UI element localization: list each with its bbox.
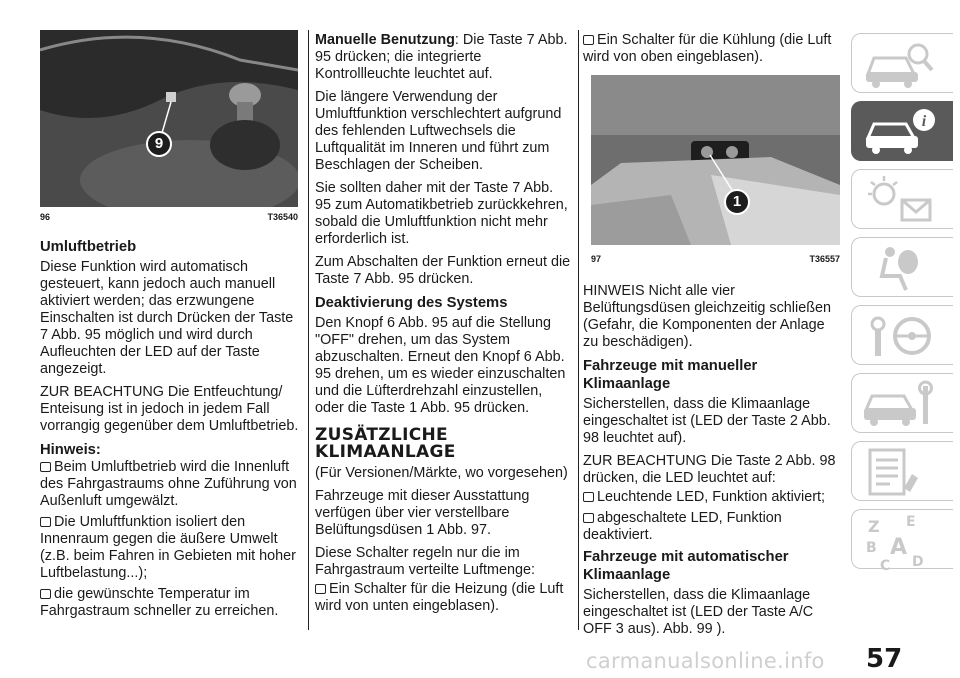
page-number: 57: [866, 644, 903, 674]
bullet-marker: [315, 584, 326, 594]
bullet-item: [40, 586, 300, 620]
svg-text:C: C: [880, 558, 891, 574]
bullet-item: [40, 459, 300, 510]
section-heading: Umluftbetrieb: [40, 239, 137, 255]
bullet-marker: [583, 35, 594, 45]
bullet-marker: [40, 517, 51, 527]
chapter-heading: ZUSÄTZLICHE KLIMAANLAGE: [315, 425, 456, 462]
inline-label: Manuelle Benutzung: [315, 32, 455, 48]
figure-number: 97: [591, 254, 602, 264]
figure-96-photo: [40, 30, 298, 207]
paragraph: [315, 32, 573, 83]
paragraph: Sicherstellen, dass die Klimaanlage eingeschaltet ist (LED der Taste A/C OFF 3 aus). Abb. 99 ).: [583, 587, 814, 637]
column-3-intro: [583, 32, 841, 70]
bullet-item: [40, 514, 300, 582]
column-3-text: [583, 283, 841, 644]
column-divider: [308, 30, 309, 630]
paragraph: Den Knopf 6 Abb. 95 auf die Stellung "OFF" drehen, um das System abzuschalten. Erneut den Knopf 6 Abb. 95 drehen, um es wieder einzuschalten und die Lüfterdrehzahl einzustellen, oder die Taste 1 Abb. 95 drücken.: [315, 315, 566, 416]
car-wrench-icon: [860, 378, 946, 430]
paragraph: Die längere Verwendung der Umluftfunktion verschlechtert aufgrund des fehlenden Luftwechsels die Luftqualität im Inneren und führt zum Beschlagen der Scheiben.: [315, 89, 562, 173]
paragraph: Sicherstellen, dass die Klimaanlage eingeschaltet ist (LED der Taste 2 Abb. 98 leuchtet auf).: [583, 396, 831, 446]
paragraph: Diese Funktion wird automatisch gesteuert, kann jedoch auch manuell aktiviert werden; das erzwungene Einschalten ist durch Drücken der Taste 7 Abb. 95 möglich und wird durch Aufleuchten der LED auf der Taste angezeigt.: [40, 259, 294, 377]
bullet-text: Beim Umluftbetrieb wird die Innenluft des Fahrgastraums ohne Zuführung von Außenluft umgewälzt.: [40, 459, 297, 509]
svg-text:B: B: [866, 540, 877, 556]
warning-lights-icon: [860, 174, 946, 226]
svg-text:E: E: [906, 514, 916, 530]
bullet-marker: [583, 492, 594, 502]
tab-car-wrench[interactable]: [851, 373, 953, 433]
car-search-icon: [860, 38, 946, 90]
tab-car-info[interactable]: [851, 101, 953, 161]
paragraph: Sie sollten daher mit der Taste 7 Abb. 95 zum Automatikbetrieb zurückkehren, sobald die Umluftfunktion nicht mehr erforderlich ist.: [315, 180, 568, 247]
svg-text:A: A: [890, 535, 908, 560]
bullet-item: [583, 489, 841, 506]
alphabet-index-icon: [860, 514, 946, 574]
figure-97-photo: [591, 75, 840, 245]
column-1-text: [40, 238, 300, 624]
paragraph: HINWEIS Nicht alle vier Belüftungsdüsen gleichzeitig schließen (Gefahr, die Komponenten der Anlage zu beschädigen).: [583, 283, 831, 350]
tab-airbag-seat[interactable]: [851, 237, 953, 297]
figure-caption: [591, 254, 840, 264]
checklist-icon: [860, 446, 946, 498]
svg-text:i: i: [921, 113, 927, 130]
bullet-item: [583, 510, 841, 544]
hinweis-label: Hinweis:: [40, 442, 101, 458]
tab-car-search[interactable]: [851, 33, 953, 93]
steering-key-icon: [860, 310, 946, 362]
bullet-item: [315, 581, 573, 615]
paragraph: ZUR BEACHTUNG Die Taste 2 Abb. 98 drücken, die LED leuchtet auf:: [583, 453, 836, 486]
section-heading: Fahrzeuge mit manueller Klimaanlage: [583, 358, 758, 392]
bullet-text: Leuchtende LED, Funktion aktiviert;: [597, 489, 825, 505]
tab-checklist[interactable]: [851, 441, 953, 501]
column-divider: [578, 30, 579, 630]
figure-code: T36540: [267, 212, 298, 222]
bullet-text: Die Umluftfunktion isoliert den Innenraum gegen die äußere Umwelt (z.B. beim Fahren in Gebieten mit hoher Luftbelastung...);: [40, 514, 296, 581]
bullet-text: Ein Schalter für die Kühlung (die Luft wird von oben eingeblasen).: [583, 32, 832, 65]
bullet-text: abgeschaltete LED, Funktion deaktiviert.: [583, 510, 782, 543]
bullet-marker: [40, 462, 51, 472]
watermark: carmanualsonline.info: [586, 649, 825, 673]
svg-text:Z: Z: [868, 517, 880, 536]
tab-alphabet-index[interactable]: [851, 509, 953, 574]
airbag-seat-icon: [860, 242, 946, 294]
tab-steering-key[interactable]: [851, 305, 953, 365]
paragraph: Diese Schalter regeln nur die im Fahrgastraum verteilte Luftmenge:: [315, 545, 535, 578]
section-heading: Deaktivierung des Systems: [315, 295, 508, 311]
bullet-text: die gewünschte Temperatur im Fahrgastraum schneller zu erreichen.: [40, 586, 279, 619]
bullet-marker: [40, 589, 51, 599]
paragraph: Fahrzeuge mit dieser Ausstattung verfügen über vier verstellbare Belüftungsdüsen 1 Abb. 97.: [315, 488, 530, 538]
paragraph: ZUR BEACHTUNG Die Entfeuchtung/ Enteisung ist in jedoch in jedem Fall vorrangig gegenüber dem Umluftbetrieb.: [40, 384, 299, 434]
callout-badge: 1: [724, 189, 750, 215]
column-2-text: [315, 32, 573, 619]
chapter-tab-sidebar: [851, 0, 960, 678]
figure-caption: [40, 212, 298, 222]
callout-badge: 9: [146, 131, 172, 157]
paragraph: (Für Versionen/Märkte, wo vorgesehen): [315, 465, 568, 481]
section-heading: Fahrzeuge mit automatischer Klimaanlage: [583, 549, 789, 583]
paragraph-text: : Die Taste 7 Abb. 95 drücken; die integrierte Kontrollleuchte leuchtet auf.: [315, 32, 568, 82]
car-info-icon: [860, 106, 946, 158]
paragraph: Zum Abschalten der Funktion erneut die Taste 7 Abb. 95 drücken.: [315, 254, 571, 287]
svg-text:D: D: [912, 554, 924, 570]
bullet-text: Ein Schalter für die Heizung (die Luft wird von unten eingeblasen).: [315, 581, 564, 614]
bullet-marker: [583, 513, 594, 523]
bullet-item: [583, 32, 841, 66]
tab-warning-lights[interactable]: [851, 169, 953, 229]
figure-code: T36557: [809, 254, 840, 264]
figure-number: 96: [40, 212, 51, 222]
